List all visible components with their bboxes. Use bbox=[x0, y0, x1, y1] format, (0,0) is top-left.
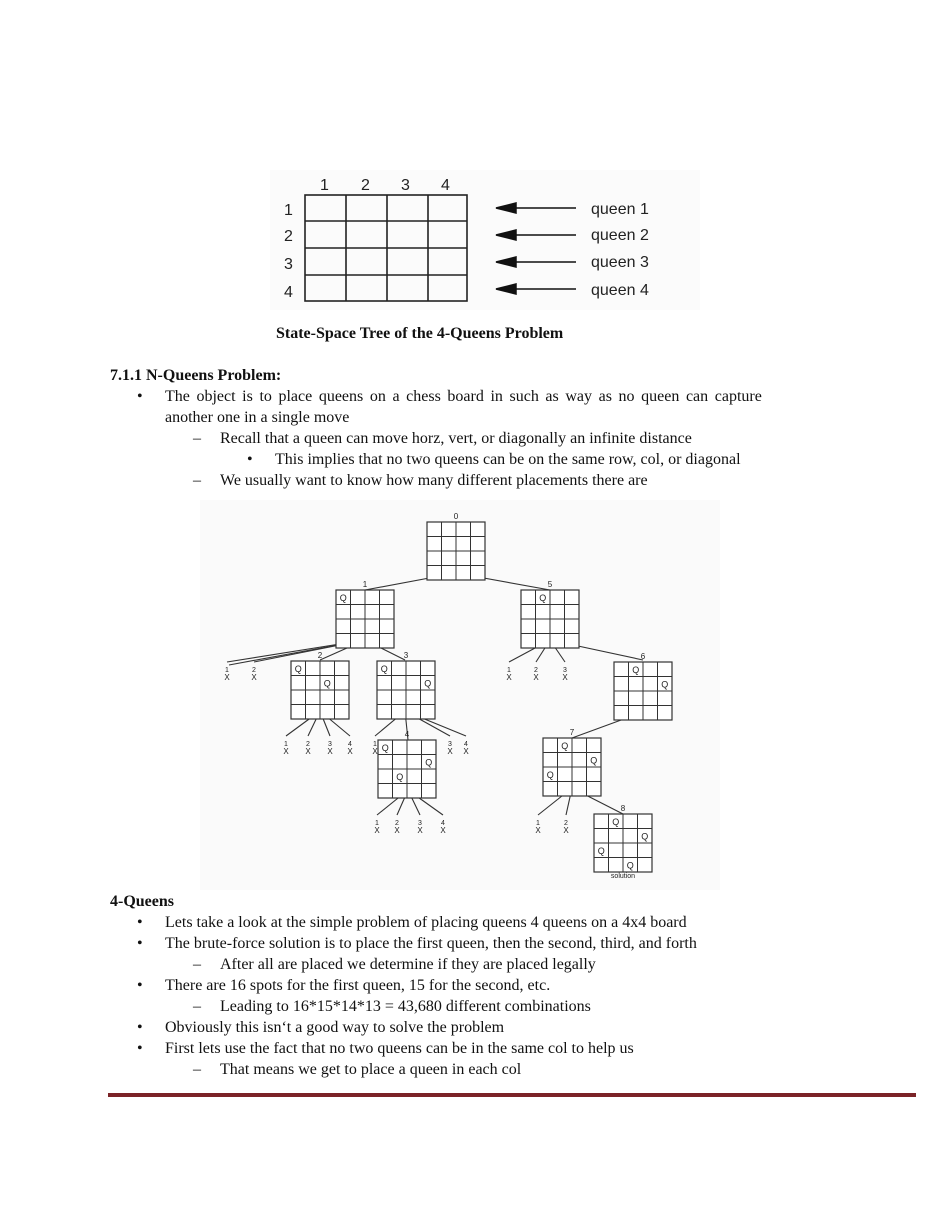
bullet-text: This implies that no two queens can be on the same row, col, or diagonal bbox=[275, 451, 741, 468]
queen-label: queen 4 bbox=[591, 282, 649, 299]
bullet-text: Obviously this isn‘t a good way to solve the problem bbox=[165, 1019, 505, 1036]
bullet-glyph: • bbox=[137, 914, 143, 931]
node-label: 8 bbox=[620, 804, 626, 813]
dead-end-mark: X bbox=[347, 747, 353, 756]
row-label: 4 bbox=[284, 284, 293, 301]
queen-mark: Q bbox=[396, 771, 404, 782]
queen-mark: Q bbox=[424, 678, 432, 689]
queen-mark: Q bbox=[632, 664, 640, 675]
node-label: 2 bbox=[317, 651, 323, 660]
dead-end-mark: X bbox=[417, 826, 423, 835]
node-label: 1 bbox=[362, 580, 368, 589]
bullet-text-cont: another one in a single move bbox=[165, 409, 350, 426]
figure-caption: State-Space Tree of the 4-Queens Problem bbox=[276, 325, 564, 342]
tree-board bbox=[427, 522, 485, 580]
dash-glyph: – bbox=[193, 430, 201, 447]
leaf-label: 3 bbox=[418, 820, 422, 827]
dash-glyph: – bbox=[193, 956, 201, 973]
queen-mark: Q bbox=[661, 679, 669, 690]
leaf-label: 2 bbox=[395, 820, 399, 827]
dash-text: Leading to 16*15*14*13 = 43,680 different combinations bbox=[220, 998, 591, 1015]
col-label: 1 bbox=[320, 177, 329, 194]
queen-label: queen 2 bbox=[591, 227, 649, 244]
tree-board bbox=[521, 590, 579, 648]
bullet-text: Lets take a look at the simple problem of placing queens 4 queens on a 4x4 board bbox=[165, 914, 687, 931]
leaf-label: 1 bbox=[284, 741, 288, 748]
tree-board bbox=[543, 738, 601, 796]
dead-end-mark: X bbox=[506, 673, 512, 682]
solution-label: solution bbox=[610, 873, 636, 880]
node-label: 4 bbox=[404, 730, 410, 739]
tree-board bbox=[614, 662, 672, 720]
dead-end-mark: X bbox=[562, 673, 568, 682]
dash-text: After all are placed we determine if they are placed legally bbox=[220, 956, 596, 973]
state-space-tree bbox=[200, 500, 720, 890]
node-label: 5 bbox=[547, 580, 553, 589]
leaf-label: 2 bbox=[252, 667, 256, 674]
queen-mark: Q bbox=[539, 592, 547, 603]
bullet-text: First lets use the fact that no two queens can be in the same col to help us bbox=[165, 1040, 634, 1057]
leaf-label: 1 bbox=[536, 820, 540, 827]
leaf-label: 3 bbox=[328, 741, 332, 748]
subsection-heading: 4-Queens bbox=[110, 893, 174, 910]
node-label: 6 bbox=[640, 652, 646, 661]
queen-label: queen 3 bbox=[591, 254, 649, 271]
dash-glyph: – bbox=[193, 472, 201, 489]
row-label: 1 bbox=[284, 202, 293, 219]
bullet-text: There are 16 spots for the first queen, 15 for the second, etc. bbox=[165, 977, 551, 994]
bullet-glyph: • bbox=[137, 388, 143, 405]
queen-mark: Q bbox=[561, 740, 569, 751]
dash-glyph: – bbox=[193, 998, 201, 1015]
board-figure bbox=[270, 170, 700, 310]
row-label: 3 bbox=[284, 256, 293, 273]
queen-mark: Q bbox=[323, 678, 331, 689]
queen-mark: Q bbox=[641, 831, 649, 842]
bullet-glyph: • bbox=[137, 977, 143, 994]
dead-end-mark: X bbox=[463, 747, 469, 756]
dash-text: Recall that a queen can move horz, vert, or diagonally an infinite distance bbox=[220, 430, 692, 447]
dash-glyph: – bbox=[193, 1061, 201, 1078]
queen-mark: Q bbox=[590, 755, 598, 766]
queen-mark: Q bbox=[626, 860, 634, 871]
leaf-label: 4 bbox=[348, 741, 352, 748]
queen-mark: Q bbox=[380, 663, 388, 674]
dead-end-mark: X bbox=[533, 673, 539, 682]
footer-rule bbox=[108, 1093, 916, 1097]
section-number: 7.1.1 bbox=[110, 367, 142, 384]
dash-text: That means we get to place a queen in each col bbox=[220, 1061, 522, 1078]
node-label: 7 bbox=[569, 728, 575, 737]
bullet-glyph: • bbox=[137, 935, 143, 952]
dead-end-mark: X bbox=[224, 673, 230, 682]
dead-end-mark: X bbox=[447, 747, 453, 756]
dead-end-mark: X bbox=[283, 747, 289, 756]
leaf-label: 3 bbox=[448, 741, 452, 748]
dead-end-mark: X bbox=[372, 747, 378, 756]
dash-text: We usually want to know how many different placements there are bbox=[220, 472, 648, 489]
leaf-label: 1 bbox=[375, 820, 379, 827]
dead-end-mark: X bbox=[251, 673, 257, 682]
dead-end-mark: X bbox=[394, 826, 400, 835]
dead-end-mark: X bbox=[327, 747, 333, 756]
bullet-glyph: • bbox=[247, 451, 253, 468]
leaf-label: 1 bbox=[373, 741, 377, 748]
tree-board bbox=[291, 661, 349, 719]
dead-end-mark: X bbox=[374, 826, 380, 835]
row-label: 2 bbox=[284, 228, 293, 245]
queen-mark: Q bbox=[339, 592, 347, 603]
leaf-label: 4 bbox=[441, 820, 445, 827]
node-label: 0 bbox=[453, 512, 459, 521]
queen-mark: Q bbox=[546, 769, 554, 780]
tree-board bbox=[336, 590, 394, 648]
dead-end-mark: X bbox=[563, 826, 569, 835]
dead-end-mark: X bbox=[305, 747, 311, 756]
leaf-label: 1 bbox=[507, 667, 511, 674]
queen-mark: Q bbox=[597, 845, 605, 856]
queen-mark: Q bbox=[381, 742, 389, 753]
queen-label: queen 1 bbox=[591, 201, 649, 218]
col-label: 4 bbox=[441, 177, 450, 194]
tree-board bbox=[378, 740, 436, 798]
bullet-glyph: • bbox=[137, 1040, 143, 1057]
leaf-label: 3 bbox=[563, 667, 567, 674]
tree-board bbox=[594, 814, 652, 872]
dead-end-mark: X bbox=[440, 826, 446, 835]
leaf-label: 1 bbox=[225, 667, 229, 674]
section-title: N-Queens Problem: bbox=[146, 367, 282, 384]
dead-end-mark: X bbox=[535, 826, 541, 835]
col-label: 2 bbox=[361, 177, 370, 194]
queen-mark: Q bbox=[425, 757, 433, 768]
queen-mark: Q bbox=[612, 816, 620, 827]
col-label: 3 bbox=[401, 177, 410, 194]
bullet-text: The brute-force solution is to place the first queen, then the second, third, and forth bbox=[165, 935, 697, 952]
leaf-label: 4 bbox=[464, 741, 468, 748]
tree-board bbox=[377, 661, 435, 719]
leaf-label: 2 bbox=[534, 667, 538, 674]
bullet-glyph: • bbox=[137, 1019, 143, 1036]
bullet-text: The object is to place queens on a chess board in such as way as no queen can capture bbox=[165, 388, 762, 405]
queen-mark: Q bbox=[294, 663, 302, 674]
leaf-label: 2 bbox=[306, 741, 310, 748]
leaf-label: 2 bbox=[564, 820, 568, 827]
node-label: 3 bbox=[403, 651, 409, 660]
